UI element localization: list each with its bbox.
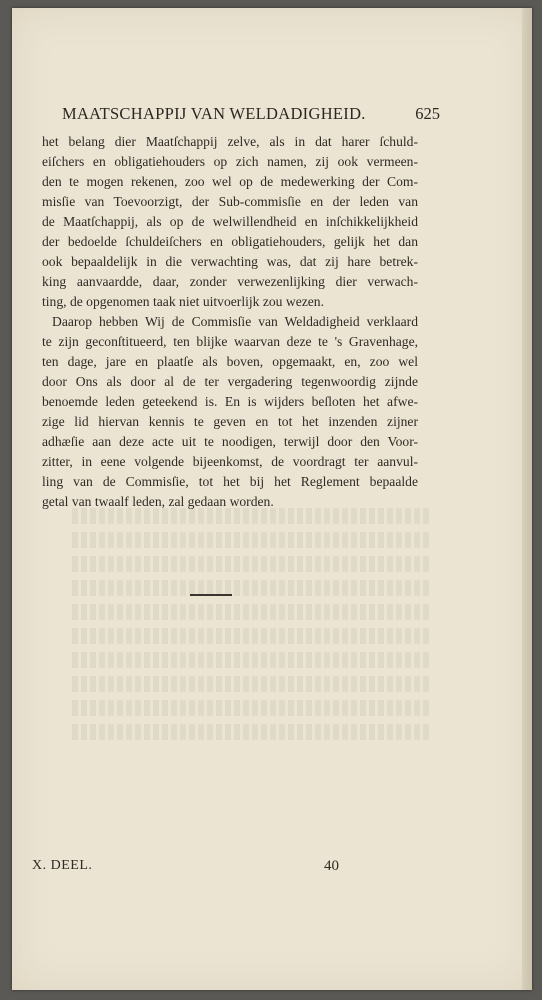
text-line: ten dage, jare en plaatſe als boven, opgemaakt, en, zoo wel xyxy=(42,354,418,369)
text-line: eiſchers en obligatiehouders op zich namen, zij ook vermeen- xyxy=(42,154,418,169)
book-page xyxy=(12,8,532,990)
text-line: zige lid hiervan kennis te geven en tot het inzenden zijner xyxy=(42,414,418,429)
text-line: te zijn geconſtitueerd, ten blijke waarvan deze te 's Gravenhage, xyxy=(42,334,418,349)
text-line: misſie van Toevoorzigt, der Sub-commisſie en der leden van xyxy=(42,194,418,209)
section-divider xyxy=(190,594,232,596)
page-header xyxy=(62,104,440,126)
text-line: adhæſie aan deze acte uit te noodigen, terwijl door den Voor- xyxy=(42,434,418,449)
text-line: ling van de Commisſie, tot het bij het Reglement bepaalde xyxy=(42,474,418,489)
running-title: MAATSCHAPPIJ VAN WELDADIGHEID. xyxy=(62,104,366,123)
text-line: benoemde leden geteekend is. En is wijders beſloten het afwe- xyxy=(42,394,418,409)
page-number: 625 xyxy=(415,104,440,123)
page-footer xyxy=(32,858,352,878)
text-line: de Maatſchappij, als op de welwillendheid en inſchikkelijkheid xyxy=(42,214,418,229)
text-line: den te mogen rekenen, zoo wel op de medewerking der Com- xyxy=(42,174,418,189)
folio-number: 40 xyxy=(324,858,339,874)
text-line: king aanvaardde, daar, zonder verwezenlijking dier verwach- xyxy=(42,274,418,289)
text-line: ting, de opgenomen taak niet uitvoerlijk zou wezen. xyxy=(42,294,324,309)
text-line: zitter, in eene volgende bijeenkomst, de voordragt ter aanvul- xyxy=(42,454,418,469)
text-line: getal van twaalf leden, zal gedaan worden. xyxy=(42,494,274,509)
page-edge xyxy=(522,8,532,990)
text-line: Daarop hebben Wij de Commisſie van Weldadigheid verklaard xyxy=(52,314,418,329)
text-line: ook bepaaldelijk in die verwachting was, dat zij hare betrek- xyxy=(42,254,418,269)
text-line: der bedoelde ſchuldeiſchers en obligatiehouders, gelijk het dan xyxy=(42,234,418,249)
text-line: door Ons als door al de ter vergadering tegenwoordig zijnde xyxy=(42,374,418,389)
signature-mark: X. DEEL. xyxy=(32,858,93,873)
text-line: het belang dier Maatſchappij zelve, als in dat harer ſchuld- xyxy=(42,134,418,149)
bleed-through-texture xyxy=(72,508,432,808)
